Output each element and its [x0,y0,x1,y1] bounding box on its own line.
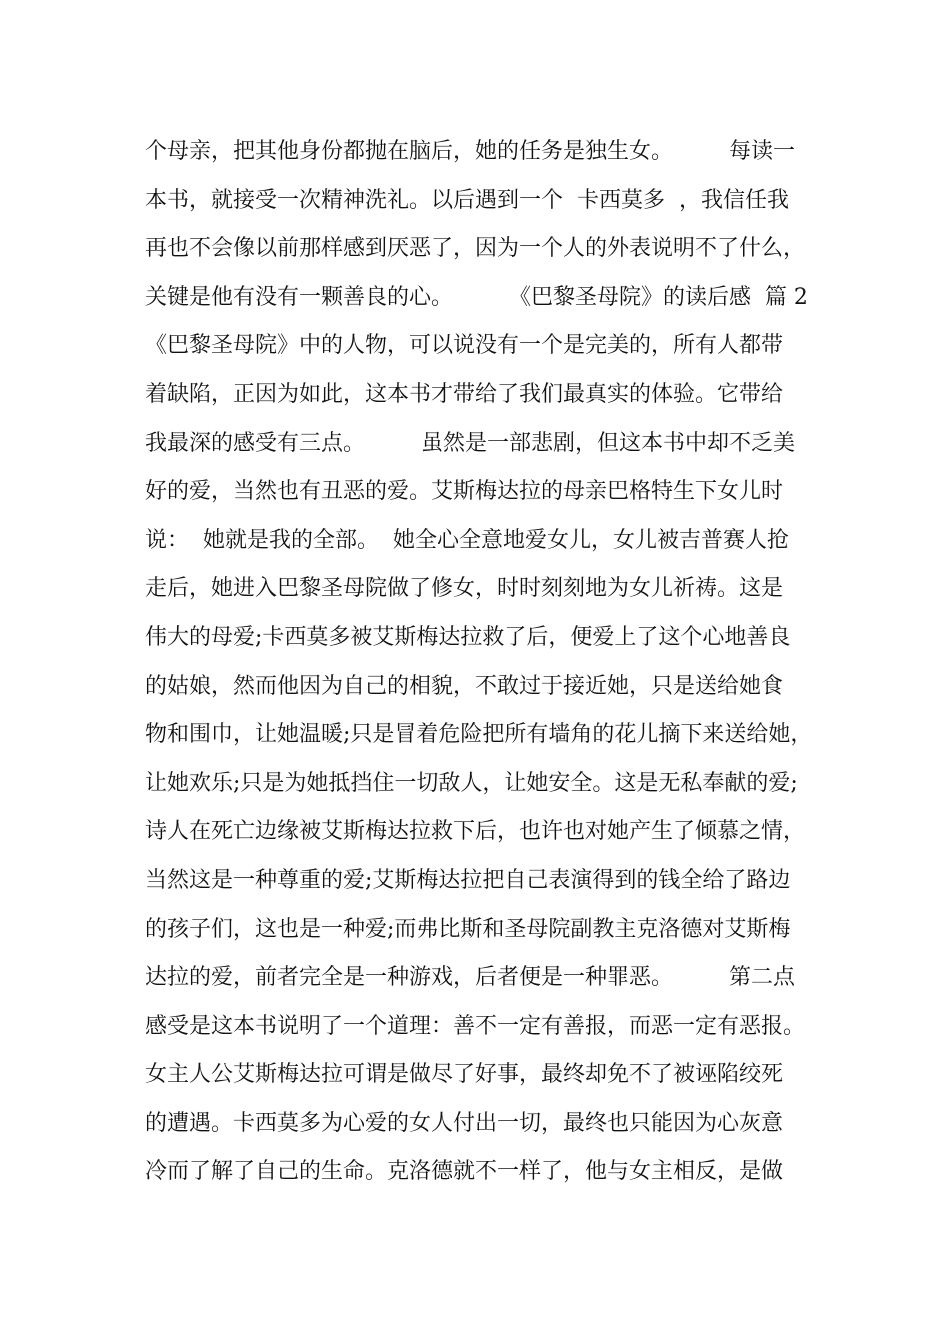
text-line: 我最深的感受有三点。 虽然是一部悲剧，但这本书中却不乏美 [145,430,795,456]
text-line: 物和围巾，让她温暖;只是冒着危险把所有墙角的花儿摘下来送给她， [145,722,813,748]
text-line: 的姑娘，然而他因为自己的相貌，不敢过于接近她，只是送给她食 [145,673,784,699]
text-line: 好的爱，当然也有丑恶的爱。艾斯梅达拉的母亲巴格特生下女儿时 [145,479,784,505]
text-line: 诗人在死亡边缘被艾斯梅达拉救下后，也许也对她产生了倾慕之情， [145,819,806,845]
text-line: 着缺陷，正因为如此，这本书才带给了我们最真实的体验。它带给 [145,381,784,407]
text-line: 让她欢乐;只是为她抵挡住一切敌人，让她安全。这是无私奉献的爱; [145,770,798,796]
text-line: 再也不会像以前那样感到厌恶了，因为一个人的外表说明不了什么， [145,236,806,262]
text-line: 本书，就接受一次精神洗礼。以后遇到一个 卡西莫多 ，我信任我 [145,187,789,213]
text-line: 个母亲，把其他身份都抛在脑后，她的任务是独生女。 每读一 [145,139,795,164]
text-line: 冷而了解了自己的生命。克洛德就不一样了，他与女主相反，是做 [145,1159,784,1185]
body-text [145,128,825,1197]
text-line: 的孩子们，这也是一种爱;而弗比斯和圣母院副教主克洛德对艾斯梅 [145,916,791,942]
text-line: 感受是这本书说明了一个道理：善不一定有善报，而恶一定有恶报。 [145,1013,806,1039]
text-line: 的遭遇。卡西莫多为心爱的女人付出一切，最终也只能因为心灰意 [145,1110,784,1136]
text-line: 《巴黎圣母院》中的人物，可以说没有一个是完美的，所有人都带 [145,333,784,359]
text-line: 伟大的母爱;卡西莫多被艾斯梅达拉救了后，便爱上了这个心地善良 [145,624,791,650]
text-line: 女主人公艾斯梅达拉可谓是做尽了好事，最终却免不了被诬陷绞死 [145,1062,784,1088]
text-line: 当然这是一种尊重的爱;艾斯梅达拉把自己表演得到的钱全给了路边 [145,867,791,893]
text-line: 达拉的爱，前者完全是一种游戏，后者便是一种罪恶。 第二点 [145,965,795,991]
text-line: 关键是他有没有一颗善良的心。 《巴黎圣母院》的读后感 篇 2 [145,284,808,310]
text-line: 说： 她就是我的全部。 她全心全意地爱女儿，女儿被吉普赛人抢 [145,527,789,553]
text-line: 走后，她进入巴黎圣母院做了修女，时时刻刻地为女儿祈祷。这是 [145,576,784,602]
